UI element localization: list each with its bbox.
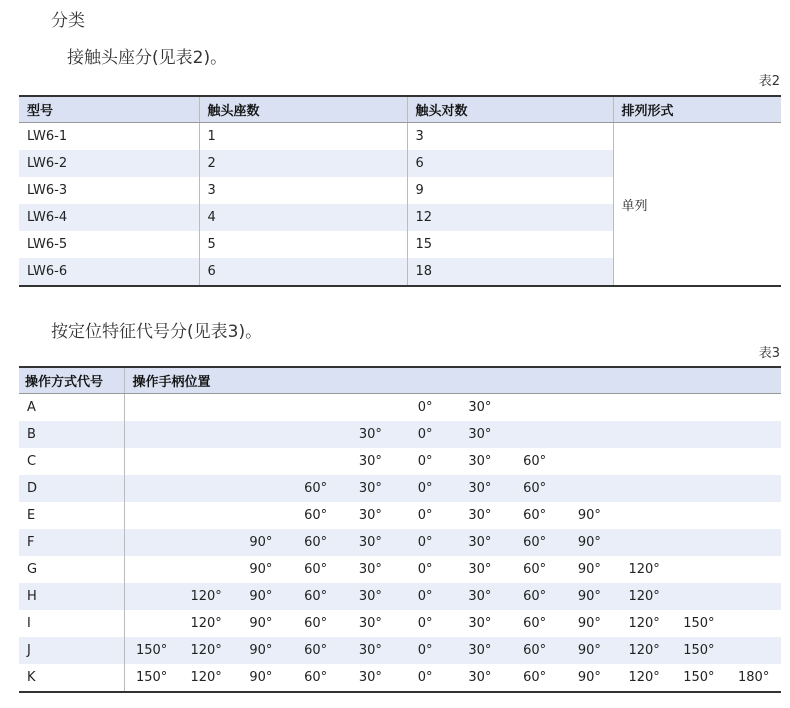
handle-position-cell: 60°: [288, 529, 343, 556]
handle-position-cell: 0°: [398, 421, 453, 448]
handle-position-cell: [179, 394, 234, 422]
handle-position-cell: 0°: [417, 508, 433, 523]
handle-position-cell: [726, 583, 781, 610]
handle-position-cell: 30°: [343, 583, 398, 610]
operation-code-cell: G: [19, 556, 124, 583]
handle-position-cell: [179, 475, 234, 502]
handle-position-cell: [124, 529, 179, 556]
seat-count-cell: 3: [199, 177, 407, 204]
handle-position-cell: 90°: [249, 562, 273, 577]
model-cell: LW6-3: [19, 177, 199, 204]
handle-position-cell: 30°: [358, 616, 382, 631]
handle-position-cell: 60°: [523, 508, 547, 523]
handle-position-cell: [726, 556, 781, 583]
contact-pairs-cell: 9: [407, 177, 613, 204]
handle-position-cell: 0°: [398, 583, 453, 610]
handle-position-cell: 0°: [398, 475, 453, 502]
operation-code-cell: I: [19, 610, 124, 637]
handle-position-cell: 30°: [468, 508, 492, 523]
handle-position-cell: 120°: [617, 637, 672, 664]
header-handle-position: 操作手柄位置: [124, 367, 781, 394]
operation-code-cell: K: [19, 664, 124, 692]
model-cell: LW6-5: [19, 231, 199, 258]
handle-position-cell: [617, 502, 672, 529]
handle-position-cell: 90°: [249, 670, 273, 685]
handle-position-cell: 90°: [234, 583, 289, 610]
contact-seat-table: [19, 95, 781, 287]
arrangement-cell: 单列: [613, 123, 781, 287]
handle-position-cell: [288, 421, 343, 448]
handle-position-cell: 60°: [507, 475, 562, 502]
section-title: 分类: [51, 11, 85, 31]
header-seat-count: 触头座数: [199, 96, 407, 123]
handle-position-cell: [234, 448, 289, 475]
table-row: [19, 583, 781, 610]
table-row: [19, 610, 781, 637]
model-cell: LW6-4: [19, 204, 199, 231]
handle-position-cell: 90°: [249, 616, 273, 631]
handle-position-cell: 30°: [343, 529, 398, 556]
table-row: [19, 664, 781, 692]
handle-position-cell: 90°: [577, 508, 601, 523]
handle-position-cell: [672, 475, 727, 502]
model-cell: LW6-2: [19, 150, 199, 177]
handle-position-cell: [726, 502, 781, 529]
handle-position-cell: 60°: [507, 583, 562, 610]
handle-position-cell: [672, 421, 727, 448]
table-row: [19, 529, 781, 556]
handle-position-cell: 60°: [304, 616, 328, 631]
positioning-table: [19, 366, 781, 693]
handle-position-cell: 90°: [562, 529, 617, 556]
handle-position-cell: 60°: [523, 670, 547, 685]
handle-position-cell: [726, 637, 781, 664]
seat-count-cell: 4: [199, 204, 407, 231]
handle-position-cell: [617, 448, 672, 475]
table-row: [19, 448, 781, 475]
operation-code-cell: A: [19, 394, 124, 422]
header-arrangement: 排列形式: [613, 96, 781, 123]
handle-position-cell: 60°: [304, 670, 328, 685]
handle-position-cell: 60°: [288, 637, 343, 664]
operation-code-cell: J: [19, 637, 124, 664]
handle-position-cell: 150°: [683, 670, 715, 685]
handle-position-cell: 90°: [234, 637, 289, 664]
handle-position-cell: [234, 502, 289, 529]
handle-position-cell: 30°: [468, 670, 492, 685]
handle-position-cell: 30°: [453, 637, 508, 664]
handle-position-cell: 90°: [562, 583, 617, 610]
handle-position-cell: [124, 448, 179, 475]
handle-position-cell: 60°: [304, 508, 328, 523]
handle-position-cell: 150°: [124, 637, 179, 664]
handle-position-cell: [343, 394, 398, 422]
handle-position-cell: [507, 421, 562, 448]
handle-position-cell: [672, 529, 727, 556]
table-row: [19, 475, 781, 502]
handle-position-cell: [562, 475, 617, 502]
table3-caption: 表3: [758, 346, 780, 361]
handle-position-cell: [124, 610, 179, 637]
handle-position-cell: 60°: [304, 562, 328, 577]
handle-position-cell: 0°: [417, 670, 433, 685]
handle-position-cell: 0°: [417, 562, 433, 577]
handle-position-cell: [124, 421, 179, 448]
contact-pairs-cell: 3: [407, 123, 613, 151]
handle-position-cell: [179, 421, 234, 448]
handle-position-cell: [507, 394, 562, 422]
handle-position-cell: 90°: [234, 529, 289, 556]
handle-position-cell: 30°: [343, 421, 398, 448]
handle-position-cell: [617, 394, 672, 422]
seat-count-cell: 6: [199, 258, 407, 286]
handle-position-cell: 90°: [577, 562, 601, 577]
handle-position-cell: 30°: [453, 475, 508, 502]
handle-position-cell: 120°: [628, 562, 660, 577]
handle-position-cell: 60°: [507, 529, 562, 556]
handle-position-cell: [726, 394, 781, 422]
handle-position-cell: [726, 448, 781, 475]
handle-position-cell: [179, 502, 234, 529]
handle-position-cell: 30°: [453, 529, 508, 556]
handle-position-cell: [124, 556, 179, 583]
handle-position-cell: [726, 529, 781, 556]
handle-position-cell: 30°: [358, 670, 382, 685]
handle-position-cell: 60°: [288, 583, 343, 610]
handle-position-cell: 150°: [672, 637, 727, 664]
handle-position-cell: 90°: [562, 637, 617, 664]
header-contact-pairs: 触头对数: [407, 96, 613, 123]
handle-position-cell: 30°: [453, 421, 508, 448]
handle-position-cell: 30°: [468, 616, 492, 631]
handle-position-cell: 30°: [343, 475, 398, 502]
handle-position-cell: [672, 502, 727, 529]
table-row: [19, 421, 781, 448]
handle-position-cell: [124, 475, 179, 502]
handle-position-cell: [617, 421, 672, 448]
contact-pairs-cell: 12: [407, 204, 613, 231]
handle-position-cell: 120°: [190, 616, 222, 631]
handle-position-cell: 180°: [738, 670, 770, 685]
contact-pairs-cell: 15: [407, 231, 613, 258]
seat-count-cell: 2: [199, 150, 407, 177]
handle-position-cell: 0°: [398, 637, 453, 664]
handle-position-cell: [672, 556, 727, 583]
handle-position-cell: [234, 475, 289, 502]
handle-position-cell: 120°: [617, 583, 672, 610]
handle-position-cell: 30°: [468, 454, 492, 469]
handle-position-cell: 60°: [523, 616, 547, 631]
handle-position-cell: 60°: [523, 562, 547, 577]
handle-position-cell: [288, 448, 343, 475]
handle-position-cell: [234, 421, 289, 448]
handle-position-cell: 60°: [507, 637, 562, 664]
handle-position-cell: [562, 421, 617, 448]
handle-position-cell: [672, 448, 727, 475]
handle-position-cell: [179, 556, 234, 583]
header-operation-code: 操作方式代号: [19, 367, 124, 394]
handle-position-cell: 0°: [417, 454, 433, 469]
table-row: [19, 637, 781, 664]
handle-position-cell: [726, 421, 781, 448]
header-model: 型号: [19, 96, 199, 123]
operation-code-cell: H: [19, 583, 124, 610]
handle-position-cell: 30°: [468, 562, 492, 577]
handle-position-cell: 30°: [358, 454, 382, 469]
handle-position-cell: [179, 448, 234, 475]
handle-position-cell: [672, 394, 727, 422]
operation-code-cell: C: [19, 448, 124, 475]
handle-position-cell: [672, 583, 727, 610]
handle-position-cell: [288, 394, 343, 422]
handle-position-cell: 30°: [343, 637, 398, 664]
handle-position-cell: [124, 394, 179, 422]
operation-code-cell: E: [19, 502, 124, 529]
handle-position-cell: 30°: [358, 562, 382, 577]
table-header-row: [19, 367, 781, 394]
handle-position-cell: 150°: [135, 670, 168, 685]
handle-position-cell: 60°: [523, 454, 547, 469]
handle-position-cell: 0°: [398, 529, 453, 556]
table2-caption: 表2: [758, 74, 780, 89]
handle-position-cell: 90°: [577, 670, 601, 685]
handle-position-cell: 120°: [179, 583, 234, 610]
model-cell: LW6-1: [19, 123, 199, 151]
handle-position-cell: [562, 448, 617, 475]
contact-pairs-cell: 18: [407, 258, 613, 286]
table-row: [19, 394, 781, 422]
handle-position-cell: [124, 583, 179, 610]
table-row: [19, 502, 781, 529]
handle-position-cell: [562, 394, 617, 422]
handle-position-cell: [617, 529, 672, 556]
operation-code-cell: D: [19, 475, 124, 502]
handle-position-cell: [726, 610, 781, 637]
handle-position-cell: 120°: [190, 670, 222, 685]
handle-position-cell: 30°: [358, 508, 382, 523]
handle-position-cell: 120°: [628, 670, 660, 685]
operation-code-cell: F: [19, 529, 124, 556]
handle-position-cell: 0°: [417, 400, 433, 415]
handle-position-cell: 150°: [683, 616, 715, 631]
handle-position-cell: 120°: [179, 637, 234, 664]
handle-position-cell: [726, 475, 781, 502]
handle-position-cell: 0°: [417, 616, 433, 631]
handle-position-cell: 30°: [468, 400, 492, 415]
handle-position-cell: 30°: [453, 583, 508, 610]
subheading-table2: 接触头座分(见表2)。: [67, 48, 228, 68]
seat-count-cell: 1: [199, 123, 407, 151]
handle-position-cell: [617, 475, 672, 502]
model-cell: LW6-6: [19, 258, 199, 286]
table-row: [19, 123, 781, 151]
handle-position-cell: [124, 502, 179, 529]
table-header-row: [19, 96, 781, 123]
handle-position-cell: 120°: [628, 616, 660, 631]
seat-count-cell: 5: [199, 231, 407, 258]
handle-position-cell: 90°: [577, 616, 601, 631]
handle-position-cell: [179, 529, 234, 556]
subheading-table3: 按定位特征代号分(见表3)。: [51, 322, 263, 342]
handle-position-cell: 60°: [288, 475, 343, 502]
contact-pairs-cell: 6: [407, 150, 613, 177]
table-row: [19, 556, 781, 583]
handle-position-cell: [234, 394, 289, 422]
operation-code-cell: B: [19, 421, 124, 448]
